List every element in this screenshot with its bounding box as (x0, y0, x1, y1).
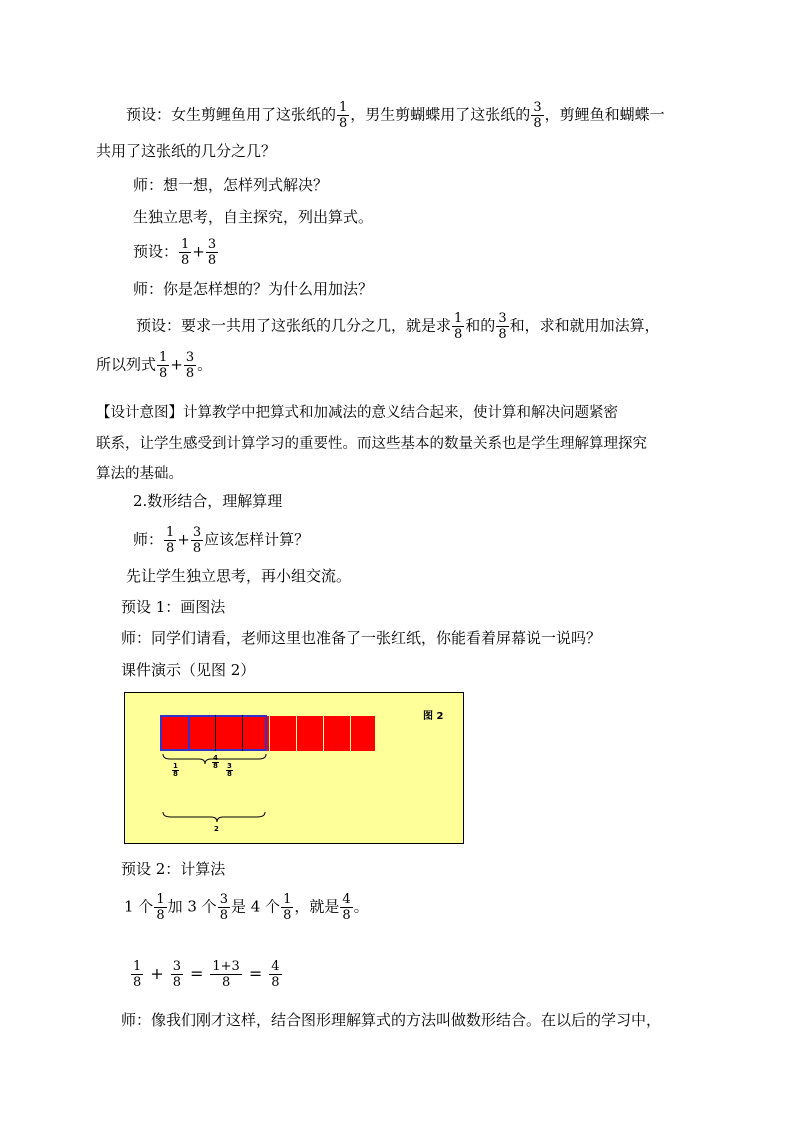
preset-reasoning-line1: 预设：要求一共用了这张纸的几分之几，就是求 $\frac{1}{8}$ 和的 $\frac{3}{8}$ 和，求和就用加法算， (136, 311, 660, 342)
label-three-eighths: 3 8 (227, 762, 232, 778)
fraction: $\frac{1}{8}$ (181, 237, 190, 268)
calculation-explanation: 1 个 $\frac{1}{8}$ 加 3 个 $\frac{3}{8}$ 是 4 个 $\frac{1}{8}$ ，就是 $\frac{4}{8}$ 。 (124, 892, 369, 923)
fraction: $\frac{1}{8}$ (159, 350, 168, 381)
figure-title: 图 2 (423, 711, 444, 722)
fraction: $\frac{1}{8}$ (283, 892, 292, 923)
preset-expression: 预设： $\frac{1}{8}$ + $\frac{3}{8}$ (133, 237, 217, 268)
student-line: 生独立思考，自主探究，列出算式。 (133, 208, 374, 226)
fraction: $\frac{4}{8}$ (271, 959, 280, 990)
section-heading: 2.数形结合，理解算理 (133, 492, 283, 510)
preset-reasoning-line2: 所以列式 $\frac{1}{8}$ + $\frac{3}{8}$ 。 (96, 350, 213, 381)
fraction: $\frac{3}{8}$ (172, 959, 181, 990)
fraction: $\frac{3}{8}$ (185, 350, 195, 381)
teacher-screen-line: 师：同学们请看，老师这里也准备了一张红纸，你能看着屏幕说一说吗？ (121, 629, 602, 647)
teacher-calc-question: 师： $\frac{1}{8}$ + $\frac{3}{8}$ 应该怎样计算？ (133, 525, 310, 556)
teacher-line: 师：想一想，怎样列式解决？ (133, 176, 329, 194)
group-discussion-line: 先让学生独立思考，再小组交流。 (126, 567, 352, 585)
fraction: $\frac{1}{8}$ (339, 100, 348, 131)
fraction: $\frac{3}{8}$ (533, 100, 542, 131)
label-one-eighth: 1 8 (173, 762, 178, 778)
preset2-heading: 预设 2：计算法 (121, 860, 226, 878)
preset1-heading: 预设 1：画图法 (121, 598, 226, 616)
fraction: $\frac{3}{8}$ (219, 892, 228, 923)
teacher-summary-line: 师：像我们刚才这样，结合图形理解算式的方法叫做数形结合。在以后的学习中， (121, 1011, 662, 1029)
brace-label: 2 (214, 825, 219, 833)
fraction: $\frac{1}{8}$ (166, 525, 175, 556)
figure-2 (124, 692, 464, 844)
fraction: $\frac{4}{8}$ (342, 892, 351, 923)
teacher-question: 师：你是怎样想的？为什么用加法？ (133, 280, 374, 298)
fraction: $\frac{1}{8}$ (454, 311, 463, 342)
fraction: $\frac{3}{8}$ (207, 237, 217, 268)
courseware-demo-line: 课件演示（见图 2） (121, 661, 256, 679)
label-four-eighths: 4 8 (213, 754, 218, 770)
fraction: $\frac{3}{8}$ (192, 525, 202, 556)
fraction: $\frac{3}{8}$ (498, 311, 507, 342)
paragraph-preset-line2: 共用了这张纸的几分之几？ (96, 142, 277, 160)
design-intent-line1: 【设计意图】计算教学中把算式和加减法的意义结合起来，使计算和解决问题紧密 (96, 405, 618, 421)
fraction: $\frac{1}{8}$ (156, 892, 165, 923)
paragraph-preset-line1: 预设：女生剪鲤鱼用了这张纸的 $\frac{1}{8}$ ，男生剪蝴蝶用了这张纸的 $\frac{3}{8}$ ，剪鲤鱼和蝴蝶一 (126, 100, 665, 131)
fraction: $\frac{1}{8}$ (133, 959, 142, 990)
fraction: $\frac{1+3}{8}$ (212, 959, 240, 990)
design-intent-line2: 联系，让学生感受到计算学习的重要性。而这些基本的数量关系也是学生理解算理探究 (96, 436, 647, 452)
design-intent-line3: 算法的基础。 (96, 466, 183, 482)
fraction-equation: $\frac{1}{8}$ + $\frac{3}{8}$ = $\frac{1+3}{8}$ = $\frac{4}{8}$ (133, 959, 280, 990)
